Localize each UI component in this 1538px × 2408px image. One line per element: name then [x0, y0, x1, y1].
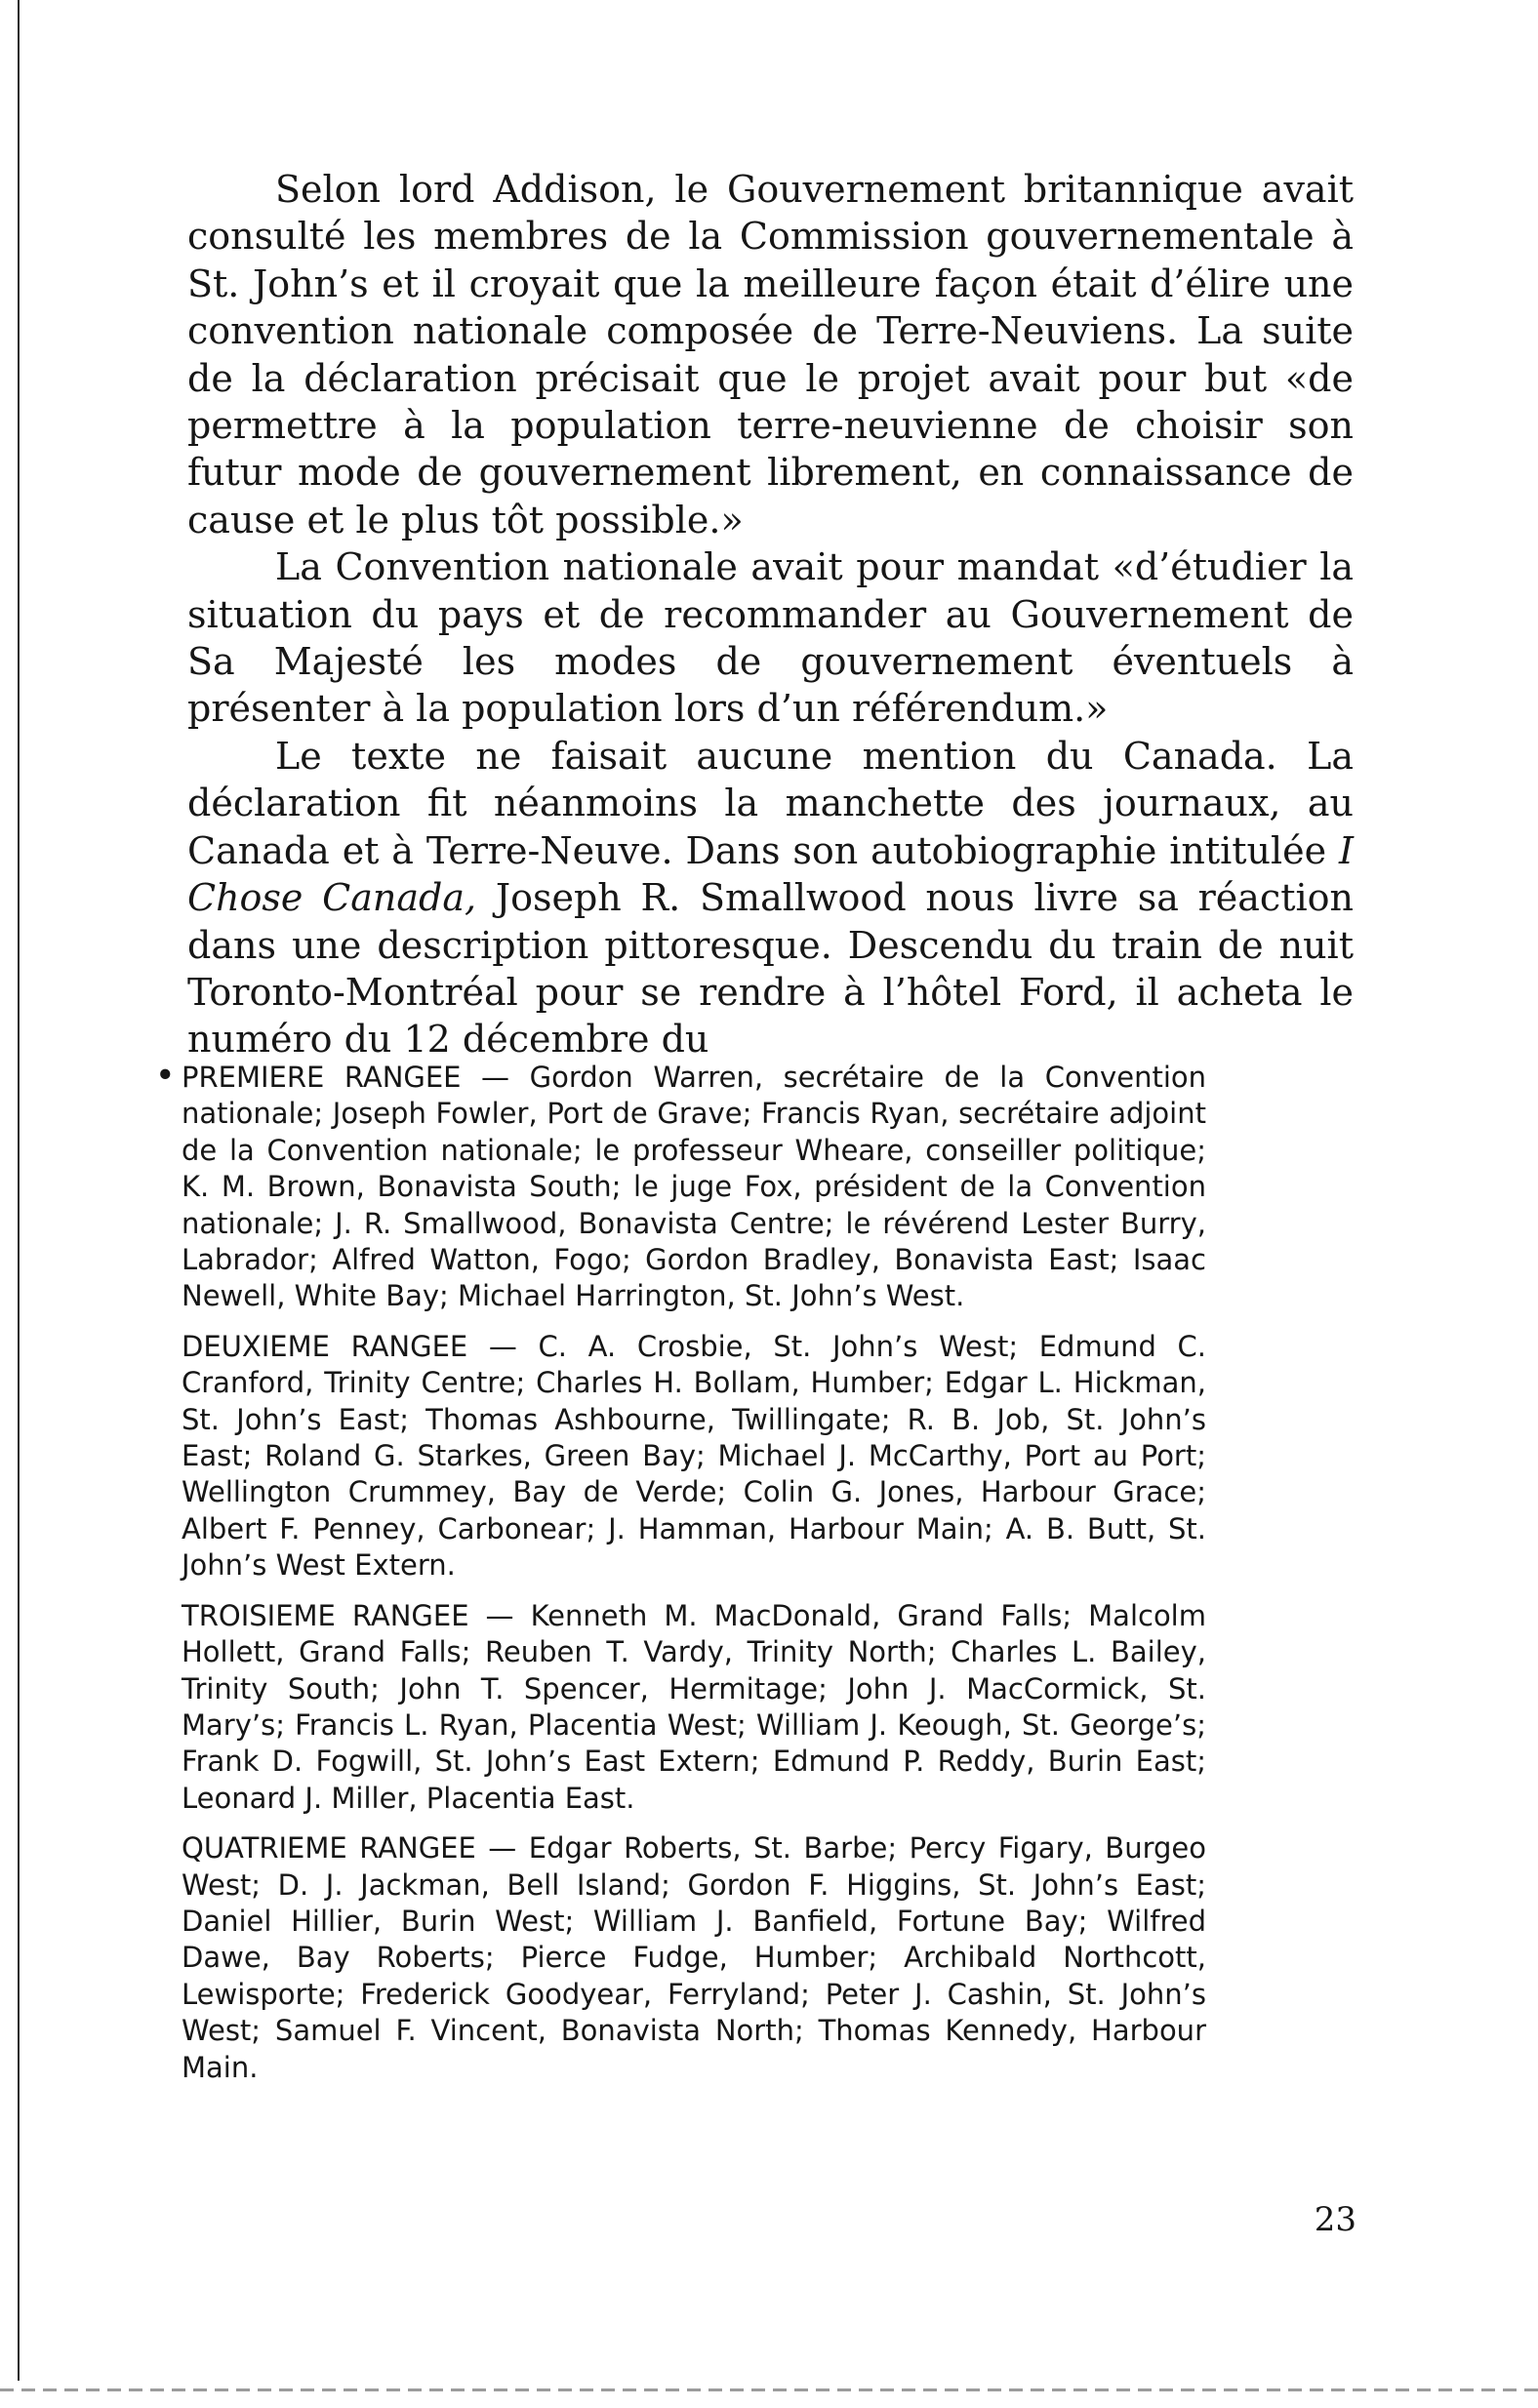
paragraph-smallwood-start: Le texte ne faisait aucune mention du Canada. La déclaration fit néanmoins la manchette des journaux, au Canada et à Terre-Neuve. Dans son autobiographie intitulée — [187, 734, 1354, 872]
paragraph-mandate: La Convention nationale avait pour mandat «d’étudier la situation du pays et de recommander au Gouvernement de Sa Majesté les modes de gouvernement éventuels à présenter à la population lors d’un référendum.» — [187, 545, 1354, 731]
caption-row-fourth: QUATRIEME RANGEE — Edgar Roberts, St. Barbe; Percy Figary, Burgeo West; D. J. Jackman, Bell Island; Gordon F. Higgins, St. John’s East; Daniel Hillier, Burin West; William J. Banfield, Fortune Bay; Wilfred Dawe, Bay Roberts; Pierce Fudge, Humber; Archibald Northcott, Lewisporte; Frederick Goodyear, Ferryland; Peter J. Cashin, St. John’s West; Samuel F. Vincent, Bonavista North; Thomas Kennedy, Harbour Main. — [182, 1831, 1206, 2084]
caption-row-second: DEUXIEME RANGEE — C. A. Crosbie, St. John’s West; Edmund C. Cranford, Trinity Centre; Charles H. Bollam, Humber; Edgar L. Hickman, St. John’s East; Thomas Ashbourne, Twillingate; R. B. Job, St. John’s East; Roland G. Starkes, Green Bay; Michael J. McCarthy, Port au Port; Wellington Crummey, Bay de Verde; Colin G. Jones, Harbour Grace; Albert F. Penney, Carbonear; J. Hamman, Harbour Main; A. B. Butt, St. John’s West Extern. — [182, 1329, 1206, 1583]
photo-caption — [156, 1059, 1206, 2100]
scan-bottom-edge — [0, 2388, 1538, 2391]
body-text — [187, 166, 1354, 1064]
caption-row-third: TROISIEME RANGEE — Kenneth M. MacDonald, Grand Falls; Malcolm Hollett, Grand Falls; Reuben T. Vardy, Trinity North; Charles L. Bailey, Trinity South; John T. Spencer, Hermitage; John J. MacCormick, St. Mary’s; Francis L. Ryan, Placentia West; William J. Keough, St. George’s; Frank D. Fogwill, St. John’s East Extern; Edmund P. Reddy, Burin East; Leonard J. Miller, Placentia East. — [182, 1598, 1206, 1815]
paragraph-smallwood-end: Joseph R. Smallwood nous livre sa réaction dans une description pittoresque. Descendu du train de nuit Toronto-Montréal pour se rendre à l’hôtel Ford, il acheta le numéro du 12 décembre du — [187, 876, 1354, 1062]
page-number: 23 — [1314, 2200, 1356, 2239]
paragraph-addison: Selon lord Addison, le Gouvernement britannique avait consulté les membres de la Commission gouvernementale à St. John’s et il croyait que la meilleure façon était d’élire une convention nationale composée de Terre-Neuviens. La suite de la déclaration précisait que le projet avait pour but «de permettre à la population terre-neuvienne de choisir son futur mode de gouvernement librement, en connaissance de cause et le plus tôt possible.» — [187, 168, 1354, 542]
caption-row-first — [156, 1059, 1206, 1315]
scan-binding-edge — [18, 0, 20, 2381]
footnote-marker: • — [156, 1059, 175, 1092]
caption-row-first-text: PREMIERE RANGEE — Gordon Warren, secrétaire de la Convention nationale; Joseph Fowler, Port de Grave; Francis Ryan, secrétaire adjoint de la Convention nationale; le professeur Wheare, conseiller politique; K. M. Brown, Bonavista South; le juge Fox, président de la Convention nationale; J. R. Smallwood, Bonavista Centre; le révérend Lester Burry, Labrador; Alfred Watton, Fogo; Gordon Bradley, Bonavista East; Isaac Newell, White Bay; Michael Harrington, St. John’s West. — [182, 1061, 1206, 1313]
paragraph-smallwood — [187, 733, 1354, 1064]
book-title: I Chose Canada, — [187, 828, 1354, 920]
